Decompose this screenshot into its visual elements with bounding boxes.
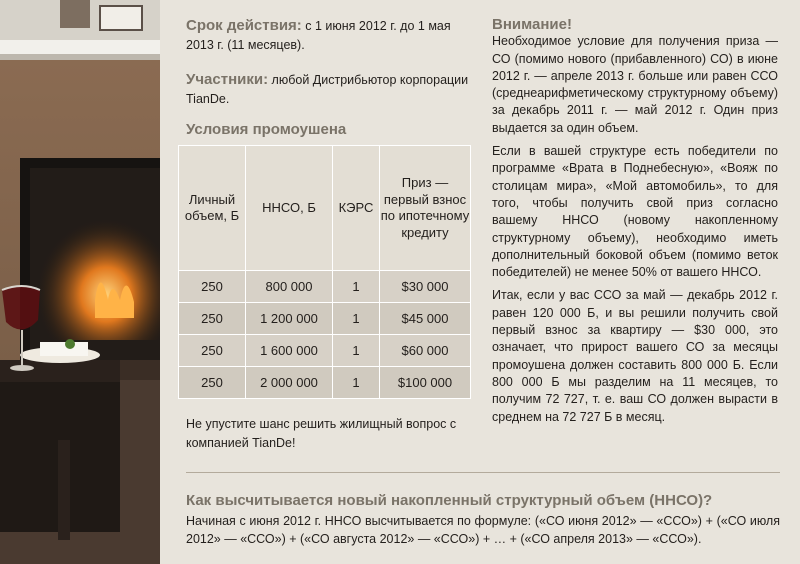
table-row: [179, 367, 471, 399]
term-text: с 1 июня 2012 г. до 1 мая 2013 г. (11 месяцев).: [186, 19, 451, 52]
attention-paragraph: Итак, если у вас ССО за май — декабрь 2012 г. равен 120 000 Б, и вы решили получить свой первый взнос за квартиру — $30 000, это означает, что прирост вашего СО за месяцы промоушена должен составить 800 000 Б. Если 800 000 Б мы разделим на 11 месяцев, то получим 72 727, т. е. ваш СО должен вырасти в среднем на 72 727 Б в месяц.: [492, 288, 778, 424]
table-cell: 250: [179, 367, 246, 399]
table-header-cell: КЭРС: [333, 146, 380, 271]
table-cell: $30 000: [380, 271, 471, 303]
participants-text: любой Дистрибьютор корпорации TianDe.: [186, 73, 469, 106]
table-cell: 250: [179, 271, 246, 303]
section-divider: [186, 472, 780, 473]
fireplace-photo: [0, 0, 160, 564]
promo-conditions-table: [178, 145, 471, 399]
table-cell: 2 000 000: [246, 367, 333, 399]
table-cell: 1 200 000: [246, 303, 333, 335]
table-row: [179, 303, 471, 335]
table-header-cell: Приз — первый взнос по ипотечному кредиту: [380, 146, 471, 271]
table-cell: 250: [179, 335, 246, 367]
table-header-cell: Личный объем, Б: [179, 146, 246, 271]
participants-label: Участники:: [186, 71, 269, 88]
table-cell: 1: [333, 367, 380, 399]
term-label: Срок действия:: [186, 17, 302, 34]
table-row: [179, 271, 471, 303]
table-row: [179, 335, 471, 367]
table-cell: 800 000: [246, 271, 333, 303]
conditions-heading: Условия промоушена: [186, 121, 347, 138]
table-cell: 1: [333, 303, 380, 335]
hnso-heading: Как высчитывается новый накопленный структурный объем (ННСО)?: [186, 492, 713, 509]
attention-block: [492, 16, 778, 432]
table-cell: 1: [333, 271, 380, 303]
attention-paragraph: Если в вашей структуре есть победители по программе «Врата в Поднебесную», «Вояж по столицам мира», «Мой автомобиль», то для того, чтобы получить свой приз согласно вашему ННСО (новому накопленному структурному объему), необходимо иметь дополнительный боковой объем (помимо веток победителей) не менее 50% от вашего ННСО.: [492, 144, 778, 280]
table-cell: $45 000: [380, 303, 471, 335]
attention-paragraph: Необходимое условие для получения приза — СО (помимо нового (прибавленного) СО) в июне 2012 г. — апреле 2013 г. больше или равен ССО (среднеарифметическому структурному объему) за декабрь 2011 г. — май 2012 г. Один приз выдается за один объем.: [492, 34, 778, 135]
promo-participants: [186, 70, 476, 109]
table-cell: $100 000: [380, 367, 471, 399]
promo-term: [186, 16, 476, 55]
table-cell: 1 600 000: [246, 335, 333, 367]
table-cell: 250: [179, 303, 246, 335]
table-header-cell: ННСО, Б: [246, 146, 333, 271]
hnso-formula-text: Начиная с июня 2012 г. ННСО высчитывается по формуле: («СО июня 2012» — «ССО») + («СО июля 2012» — «ССО») + («СО августа 2012» — «ССО») + … + («СО апреля 2013» — «ССО»).: [186, 514, 780, 546]
table-cell: $60 000: [380, 335, 471, 367]
attention-heading: Внимание!: [492, 16, 572, 33]
call-to-action-note: Не упустите шанс решить жилищный вопрос с компанией TianDe!: [186, 417, 457, 450]
table-cell: 1: [333, 335, 380, 367]
table-header-row: [179, 146, 471, 271]
